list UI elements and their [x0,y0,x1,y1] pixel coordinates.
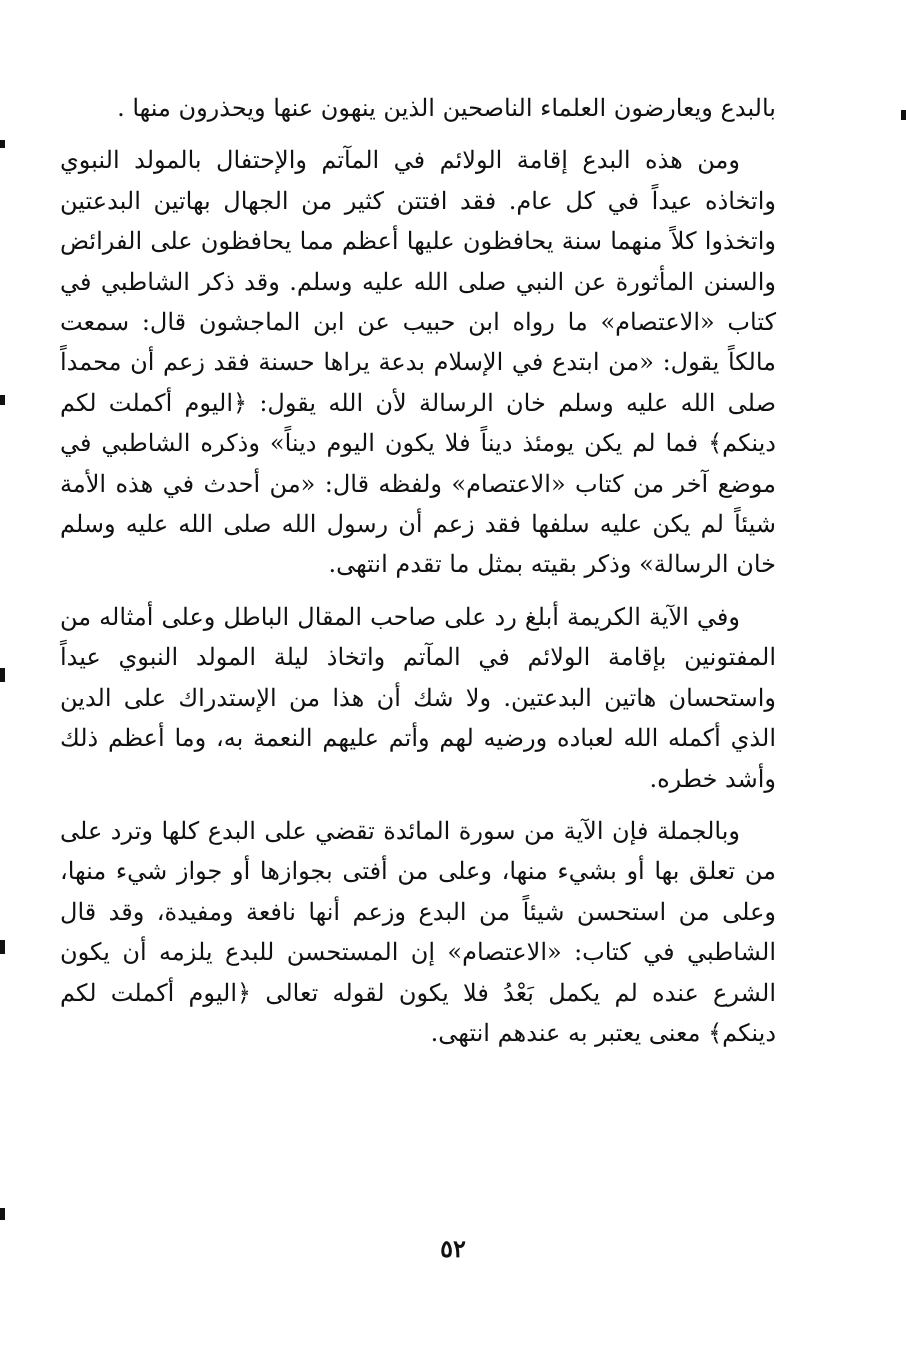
paragraph-innovations: ومن هذه البدع إقامة الولائم في المآتم والإحتفال بالمولد النبوي واتخاذه عيداً في كل عام. فقد افتتن كثير من الجهال بهاتين البدعتين واتخذوا كلاً منهما سنة يحافظون عليها أعظم مما يحافظون على الفرائض والسنن المأثورة عن النبي صلى الله عليه وسلم. وقد ذكر الشاطبي في كتاب «الاعتصام» ما رواه ابن حبيب عن ابن الماجشون قال: سمعت مالكاً يقول: «من ابتدع في الإسلام بدعة يراها حسنة فقد زعم أن محمداً صلى الله عليه وسلم خان الرسالة لأن الله يقول: ﴿اليوم أكملت لكم دينكم﴾ فما لم يكن يومئذ ديناً فلا يكون اليوم ديناً» وذكره الشاطبي في موضع آخر من كتاب «الاعتصام» ولفظه قال: «من أحدث في هذه الأمة شيئاً لم يكن عليه سلفها فقد زعم أن رسول الله صلى الله عليه وسلم خان الرسالة» وذكر بقيته بمثل ما تقدم انتهى. [60,146,777,579]
scan-edge-mark [0,668,5,682]
paragraph-gap [60,799,776,811]
page-body [60,88,776,1053]
scan-edge-mark [901,110,906,120]
scan-edge-mark [0,940,5,954]
paragraph-continuation: بالبدع ويعارضون العلماء الناصحين الذين ينهون عنها ويحذرون منها . [117,94,776,122]
paragraph-verse-refutation: وفي الآية الكريمة أبلغ رد على صاحب المقال الباطل وعلى أمثاله من المفتونين بإقامة الولائم في المآتم واتخاذ ليلة المولد النبوي عيداً واستحسان هاتين البدعتين. ولا شك أن هذا من الإستدراك على الدين الذي أكمله الله لعباده ورضيه لهم وأتم عليهم النعمة به، وما أعظم ذلك وأشد خطره. [60,602,776,793]
paragraph-conclusion: وبالجملة فإن الآية من سورة المائدة تقضي على البدع كلها وترد على من تعلق بها أو بشيء منها، وعلى من أفتى بجوازها أو جواز شيء منها، وعلى من استحسن شيئاً من البدع وزعم أنها نافعة ومفيدة، وقد قال الشاطبي في كتاب: «الاعتصام» إن المستحسن للبدع يلزمه أن يكون الشرع عنده لم يكمل بَعْدُ فلا يكون لقوله تعالى ﴿اليوم أكملت لكم دينكم﴾ معنى يعتبر به عندهم انتهى. [60,816,776,1047]
scan-edge-mark [0,140,5,148]
paragraph-gap [60,585,776,597]
page-number: ٥٢ [440,1234,466,1263]
scan-edge-mark [0,1208,5,1220]
scan-edge-mark [0,395,5,405]
paragraph-gap [60,128,776,140]
